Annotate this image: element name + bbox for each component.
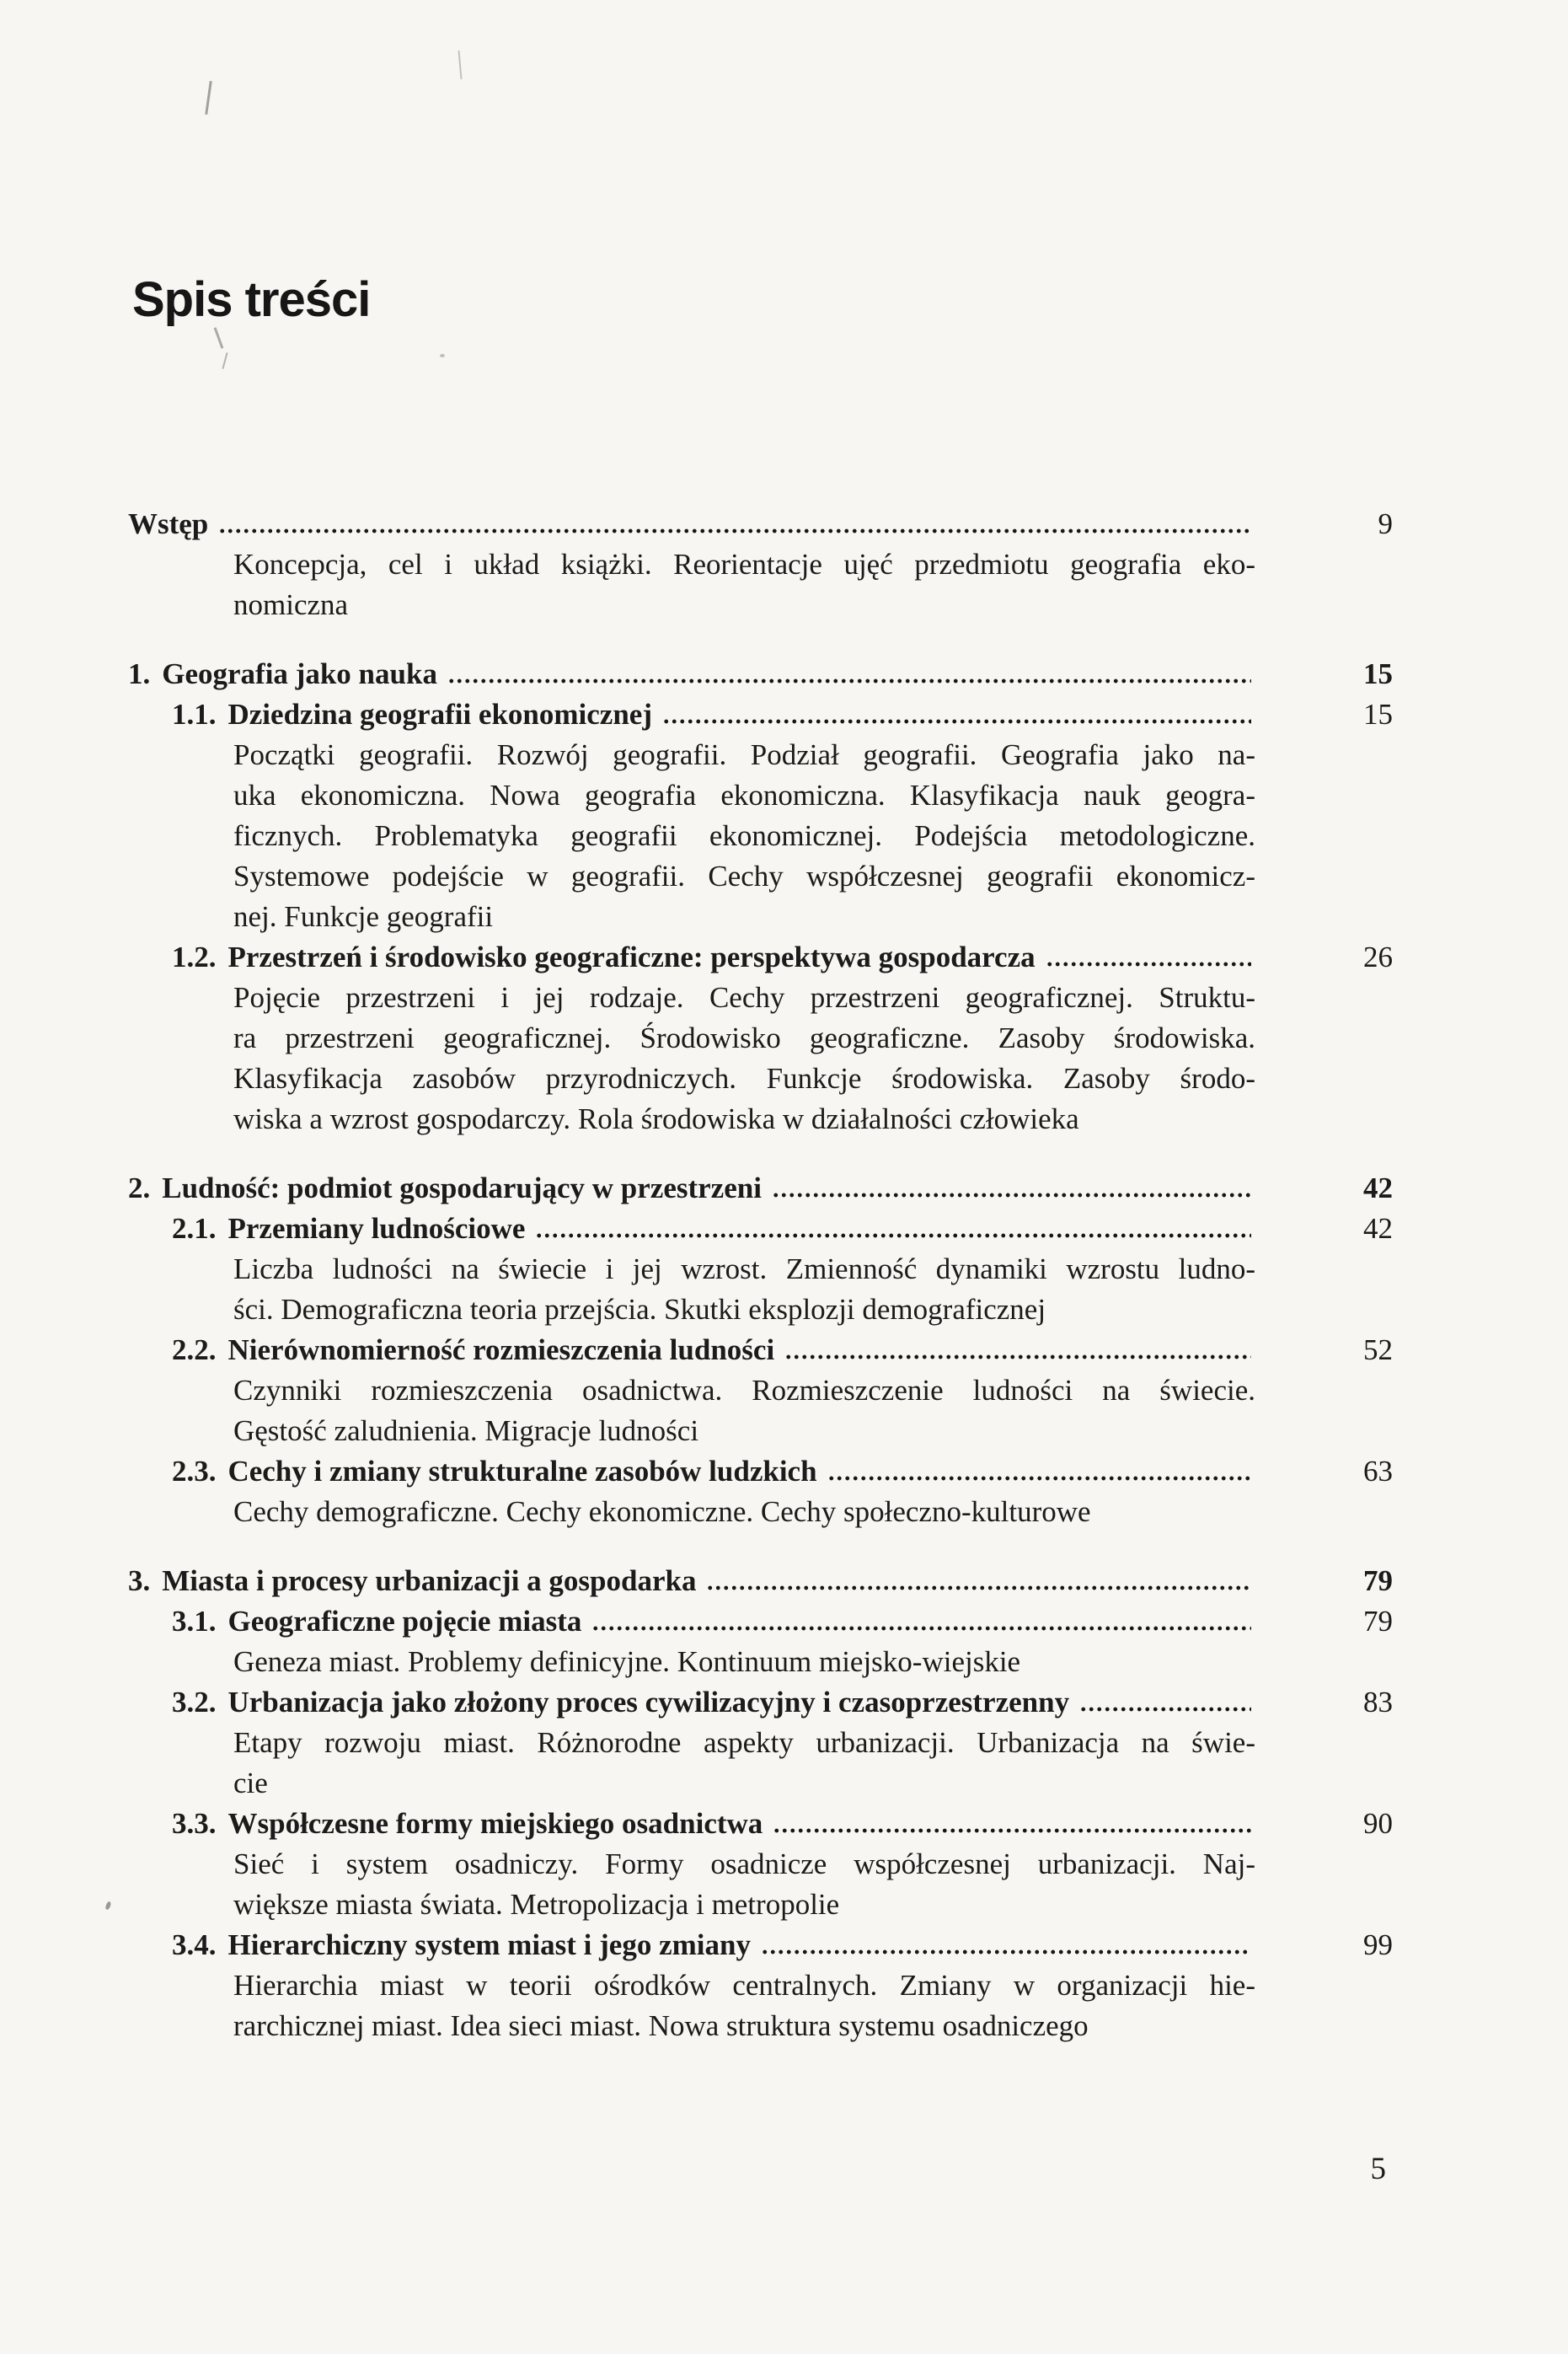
toc-entry bbox=[128, 504, 1393, 544]
toc-description-line: Etapy rozwoju miast. Różnorodne aspekty urbanizacji. Urbanizacja na świe- bbox=[233, 1726, 1255, 1759]
toc-entry-description bbox=[128, 735, 1255, 937]
toc-entry-page: 83 bbox=[1363, 1686, 1393, 1719]
toc-entry-number: 1.2. bbox=[172, 941, 217, 973]
toc-entry bbox=[128, 937, 1393, 978]
toc-entry-page: 52 bbox=[1363, 1333, 1393, 1366]
toc-entry-description bbox=[128, 1965, 1255, 2046]
toc-entry-description bbox=[128, 1642, 1255, 1682]
toc-description-line: Gęstość zaludnienia. Migracje ludności bbox=[233, 1414, 699, 1447]
toc-entry-title: Geograficzne pojęcie miasta bbox=[227, 1605, 582, 1638]
toc-description-line: Hierarchia miast w teorii ośrodków centralnych. Zmiany w organizacji hie- bbox=[233, 1969, 1255, 2002]
toc-entry bbox=[128, 1561, 1393, 1601]
toc-entry bbox=[128, 1168, 1393, 1209]
toc-description-line: wiska a wzrost gospodarczy. Rola środowiska w działalności człowieka bbox=[233, 1102, 1079, 1135]
toc-entry-title: Miasta i procesy urbanizacji a gospodarka bbox=[162, 1564, 697, 1597]
toc-entry-page: 42 bbox=[1363, 1172, 1393, 1204]
toc-entry-number: 3.2. bbox=[172, 1686, 217, 1719]
toc-entry-title: Ludność: podmiot gospodarujący w przestrzeni bbox=[162, 1172, 762, 1204]
toc-description-line: uka ekonomiczna. Nowa geografia ekonomiczna. Klasyfikacja nauk geogra- bbox=[233, 779, 1255, 812]
scan-artifact bbox=[214, 327, 224, 348]
toc-entry-number: 3.1. bbox=[172, 1605, 217, 1638]
dot-leader bbox=[784, 1354, 1251, 1359]
dot-leader bbox=[1079, 1707, 1251, 1712]
toc-entry bbox=[128, 1330, 1393, 1370]
toc-entry-page: 42 bbox=[1363, 1212, 1393, 1245]
toc-description-line: Systemowe podejście w geografii. Cechy współczesnej geografii ekonomicz- bbox=[233, 860, 1255, 893]
toc-description-line: Klasyfikacja zasobów przyrodniczych. Funkcje środowiska. Zasoby środo- bbox=[233, 1062, 1255, 1095]
toc-entry-title: Współczesne formy miejskiego osadnictwa bbox=[227, 1807, 763, 1840]
dot-leader bbox=[706, 1585, 1251, 1590]
toc-entry bbox=[128, 1601, 1393, 1642]
toc-description-line: Czynniki rozmieszczenia osadnictwa. Rozmieszczenie ludności na świecie. bbox=[233, 1374, 1255, 1407]
toc-entry bbox=[128, 1682, 1393, 1723]
toc-entry-page: 9 bbox=[1378, 507, 1393, 540]
toc-description-line: nej. Funkcje geografii bbox=[233, 900, 494, 933]
toc-entry-number: 2.3. bbox=[172, 1455, 217, 1488]
table-of-contents bbox=[128, 504, 1393, 2046]
toc-entry-page: 79 bbox=[1363, 1605, 1393, 1638]
toc-entry-title: Przemiany ludnościowe bbox=[227, 1212, 526, 1245]
scan-artifact bbox=[222, 352, 227, 369]
toc-entry-title: Hierarchiczny system miast i jego zmiany bbox=[227, 1928, 751, 1961]
dot-leader bbox=[447, 678, 1251, 684]
toc-entry-number: 2.2. bbox=[172, 1333, 217, 1366]
toc-description-line: Liczba ludności na świecie i jej wzrost. Zmienność dynamiki wzrostu ludno- bbox=[233, 1252, 1255, 1285]
scan-artifact bbox=[105, 1901, 112, 1910]
dot-leader bbox=[1046, 962, 1251, 967]
toc-entry bbox=[128, 1804, 1393, 1844]
toc-entry-title: Wstęp bbox=[128, 507, 209, 540]
toc-description-line: ra przestrzeni geograficznej. Środowisko geograficzne. Zasoby środowiska. bbox=[233, 1021, 1255, 1054]
toc-description-line: ficznych. Problematyka geografii ekonomicznej. Podejścia metodologiczne. bbox=[233, 819, 1255, 852]
toc-entry-page: 90 bbox=[1363, 1807, 1393, 1840]
dot-leader bbox=[772, 1193, 1251, 1198]
toc-entry-number: 3.3. bbox=[172, 1807, 217, 1840]
scan-artifact bbox=[440, 354, 445, 357]
toc-entry-description bbox=[128, 978, 1255, 1139]
toc-entry bbox=[128, 1209, 1393, 1249]
toc-description-line: cie bbox=[233, 1767, 268, 1799]
toc-entry bbox=[128, 654, 1393, 694]
dot-leader bbox=[591, 1626, 1251, 1631]
toc-entry-description bbox=[128, 1249, 1255, 1330]
toc-entry-page: 15 bbox=[1363, 698, 1393, 731]
toc-description-line: nomiczna bbox=[233, 588, 349, 621]
toc-entry-description bbox=[128, 1370, 1255, 1451]
toc-entry-title: Urbanizacja jako złożony proces cywilizacyjny i czasoprzestrzenny bbox=[227, 1686, 1070, 1719]
toc-description-line: rarchicznej miast. Idea sieci miast. Nowa struktura systemu osadniczego bbox=[233, 2009, 1089, 2042]
toc-entry-title: Nierównomierność rozmieszczenia ludności bbox=[227, 1333, 775, 1366]
toc-entry-title: Cechy i zmiany strukturalne zasobów ludzkich bbox=[227, 1455, 817, 1488]
dot-leader bbox=[662, 719, 1251, 724]
scan-artifact bbox=[458, 51, 463, 79]
toc-entry bbox=[128, 1451, 1393, 1492]
toc-entry-number: 2.1. bbox=[172, 1212, 217, 1245]
toc-description-line: Cechy demograficzne. Cechy ekonomiczne. Cechy społeczno-kulturowe bbox=[233, 1495, 1091, 1528]
toc-entry-page: 26 bbox=[1363, 941, 1393, 973]
toc-entry-description bbox=[128, 1492, 1255, 1532]
toc-entry-page: 79 bbox=[1363, 1564, 1393, 1597]
toc-entry-title: Geografia jako nauka bbox=[162, 657, 437, 690]
toc-entry-description bbox=[128, 1723, 1255, 1804]
toc-entry-page: 99 bbox=[1363, 1928, 1393, 1961]
toc-entry-number: 2. bbox=[128, 1172, 151, 1204]
dot-leader bbox=[761, 1949, 1251, 1955]
dot-leader bbox=[827, 1476, 1251, 1481]
dot-leader bbox=[535, 1233, 1251, 1238]
toc-description-line: Pojęcie przestrzeni i jej rodzaje. Cechy przestrzeni geograficznej. Struktu- bbox=[233, 981, 1255, 1014]
dot-leader bbox=[773, 1828, 1251, 1833]
toc-description-line: Geneza miast. Problemy definicyjne. Kontinuum miejsko-wiejskie bbox=[233, 1645, 1021, 1678]
toc-entry-title: Dziedzina geografii ekonomicznej bbox=[227, 698, 653, 731]
toc-entry-page: 15 bbox=[1363, 657, 1393, 690]
toc-description-line: Początki geografii. Rozwój geografii. Podział geografii. Geografia jako na- bbox=[233, 738, 1255, 771]
dot-leader bbox=[218, 528, 1251, 534]
toc-entry-page: 63 bbox=[1363, 1455, 1393, 1488]
toc-description-line: większe miasta świata. Metropolizacja i metropolie bbox=[233, 1888, 840, 1921]
toc-entry-description bbox=[128, 544, 1255, 625]
folio-page-number: 5 bbox=[1370, 2152, 1386, 2186]
toc-entry-number: 3. bbox=[128, 1564, 151, 1597]
page-title: Spis treści bbox=[132, 272, 371, 327]
toc-entry-description bbox=[128, 1844, 1255, 1925]
toc-entry-title: Przestrzeń i środowisko geograficzne: perspektywa gospodarcza bbox=[227, 941, 1036, 973]
toc-entry bbox=[128, 694, 1393, 735]
toc-entry-number: 1. bbox=[128, 657, 151, 690]
toc-entry-number: 1.1. bbox=[172, 698, 217, 731]
scan-artifact bbox=[205, 81, 212, 115]
toc-entry bbox=[128, 1925, 1393, 1965]
toc-description-line: ści. Demograficzna teoria przejścia. Skutki eksplozji demograficznej bbox=[233, 1293, 1046, 1326]
toc-entry-number: 3.4. bbox=[172, 1928, 217, 1961]
toc-description-line: Sieć i system osadniczy. Formy osadnicze współczesnej urbanizacji. Naj- bbox=[233, 1847, 1255, 1880]
toc-description-line: Koncepcja, cel i układ książki. Reorientacje ujęć przedmiotu geografia eko- bbox=[233, 548, 1255, 581]
